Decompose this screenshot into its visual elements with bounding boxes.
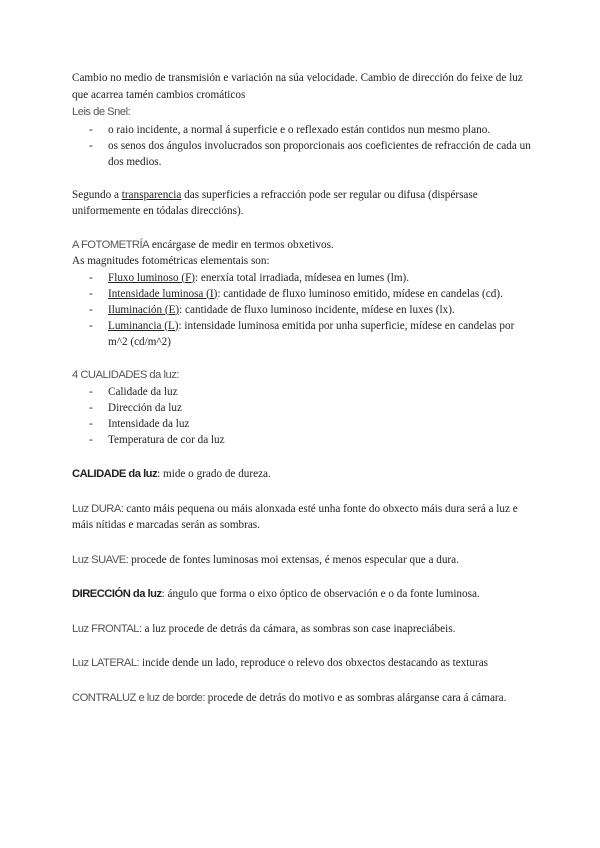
- list-item: - Intensidade da luz: [89, 418, 190, 430]
- snell-heading: Leis de Snel:: [72, 106, 131, 118]
- snell-list: [72, 122, 534, 170]
- list-item: - Temperatura de cor da luz: [89, 434, 225, 446]
- dura-paragraph: Luz DURA: canto máis pequena ou máis alonxada esté unha fonte do obxecto máis dura será a luz e máis nítidas e marcadas serán as sombras.: [72, 502, 518, 531]
- list-item: - Dirección da luz: [89, 402, 182, 414]
- qualities-list: [72, 384, 534, 448]
- suave-paragraph: Luz SUAVE: procede de fontes luminosas moi extensas, é menos especular que a dura.: [72, 553, 459, 566]
- list-item: - Iluminación (E): cantidade de fluxo luminoso incidente, mídese en luxes (lx).: [89, 303, 455, 316]
- list-item: - Intensidade luminosa (I): cantidade de fluxo luminoso emitido, mídese en candelas (cd).: [89, 287, 503, 300]
- transparency-term: transparencia: [121, 188, 182, 201]
- photometry-intro: A FOTOMETRÍA encárgase de medir en termos obxetivos.: [72, 238, 334, 251]
- photometry-list: [72, 270, 534, 350]
- transparency-paragraph: Segundo a transparencia das superficies a refracción pode ser regular ou difusa (dispérsase uniformemente en tódalas direccións).: [72, 188, 478, 217]
- list-item: - Fluxo luminoso (F): enerxía total irradiada, mídesea en lumes (lm).: [89, 271, 410, 284]
- contraluz-paragraph: CONTRALUZ e luz de borde: procede de detrás do motivo e as sombras alárganse cara á cámara.: [72, 691, 507, 704]
- direccion-paragraph: DIRECCIÓN da luz: ángulo que forma o eixo óptico de observación e o da fonte luminosa.: [72, 588, 480, 600]
- calidade-paragraph: CALIDADE da luz: mide o grado de dureza.: [72, 468, 271, 480]
- photometry-heading: A FOTOMETRÍA: [72, 238, 150, 251]
- lateral-paragraph: Luz LATERAL: incide dende un lado, reproduce o relevo dos obxectos destacando as texturas: [72, 657, 489, 669]
- qualities-heading: 4 CUALIDADES da luz:: [72, 368, 179, 381]
- list-item: - Luminancia (L): intensidade luminosa emitida por unha superficie, mídese en candelas por m^2 (cd/m^2): [89, 319, 515, 348]
- list-item: - Calidade da luz: [89, 386, 178, 398]
- document-page: [72, 70, 534, 706]
- photometry-subheading: As magnitudes fotométricas elementais son:: [72, 255, 270, 267]
- frontal-paragraph: Luz FRONTAL: a luz procede de detrás da cámara, as sombras son case inapreciábeis.: [72, 622, 456, 635]
- list-item: - o raio incidente, a normal á superficie e o reflexado están contidos nun mesmo plano.: [89, 123, 491, 136]
- intro-paragraph: Cambio no medio de transmisión e variación na súa velocidade. Cambio de dirección do feixe de luz que acarrea tamén cambios cromáticos: [72, 72, 523, 101]
- list-item: - os senos dos ángulos involucrados son proporcionais aos coeficientes de refracción de cada un dos medios.: [89, 139, 531, 168]
